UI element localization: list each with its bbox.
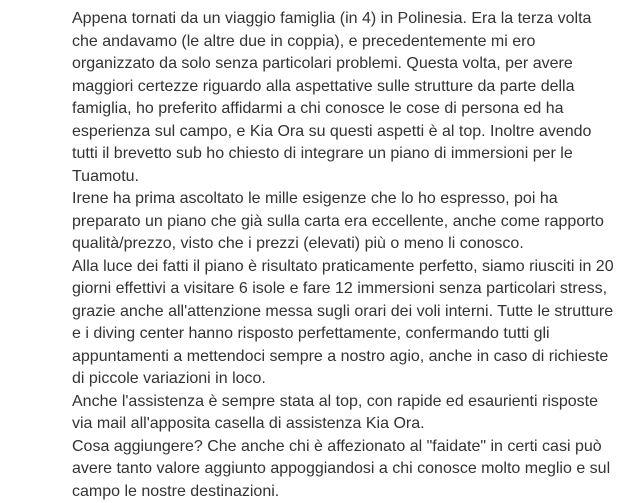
review-line: che andavamo (le altre due in coppia), e precedentemente mi ero (72, 31, 632, 54)
review-paragraph (72, 8, 632, 188)
review-line: avere tanto valore aggiunto appoggiandosi a chi conosce molto meglio e sul (72, 458, 632, 481)
review-line: maggiori certezze riguardo alla aspettative sulle strutture da parte della (72, 76, 632, 99)
review-line: campo le nostre destinazioni. (72, 481, 632, 503)
review-line: giorni effettivi a visitare 6 isole e fare 12 immersioni senza particolari stress, (72, 278, 632, 301)
review-line: Appena tornati da un viaggio famiglia (in 4) in Polinesia. Era la terza volta (72, 8, 632, 31)
review-paragraph (72, 188, 632, 256)
review-paragraph (72, 256, 632, 391)
review-line: grazie anche all'attenzione messa sugli orari dei voli interni. Tutte le strutture (72, 301, 632, 324)
review-line: Irene ha prima ascoltato le mille esigenze che lo ho espresso, poi ha (72, 188, 632, 211)
review-line: organizzato da solo senza particolari problemi. Questa volta, per avere (72, 53, 632, 76)
review-line: Anche l'assistenza è sempre stata al top, con rapide ed esaurienti risposte (72, 391, 632, 414)
review-line: famiglia, ho preferito affidarmi a chi conosce le cose di persona ed ha (72, 98, 632, 121)
review-line: Cosa aggiungere? Che anche chi è affezionato al "faidate" in certi casi può (72, 436, 632, 459)
review-line: Alla luce dei fatti il piano è risultato praticamente perfetto, siamo riusciti in 20 (72, 256, 632, 279)
review-paragraph (72, 436, 632, 503)
review-line: e i diving center hanno risposto perfettamente, confermando tutti gli (72, 323, 632, 346)
review-line: Tuamotu. (72, 166, 632, 189)
review-line: qualità/prezzo, visto che i prezzi (elevati) più o meno li conosco. (72, 233, 632, 256)
review-line: di piccole variazioni in loco. (72, 368, 632, 391)
review-text (72, 8, 632, 503)
review-line: appuntamenti a mettendoci sempre a nostro agio, anche in caso di richieste (72, 346, 632, 369)
review-paragraph (72, 391, 632, 436)
review-line: via mail all'apposita casella di assistenza Kia Ora. (72, 413, 632, 436)
review-line: esperienza sul campo, e Kia Ora su questi aspetti è al top. Inoltre avendo (72, 121, 632, 144)
review-line: preparato un piano che già sulla carta era eccellente, anche come rapporto (72, 211, 632, 234)
review-line: tutti il brevetto sub ho chiesto di integrare un piano di immersioni per le (72, 143, 632, 166)
